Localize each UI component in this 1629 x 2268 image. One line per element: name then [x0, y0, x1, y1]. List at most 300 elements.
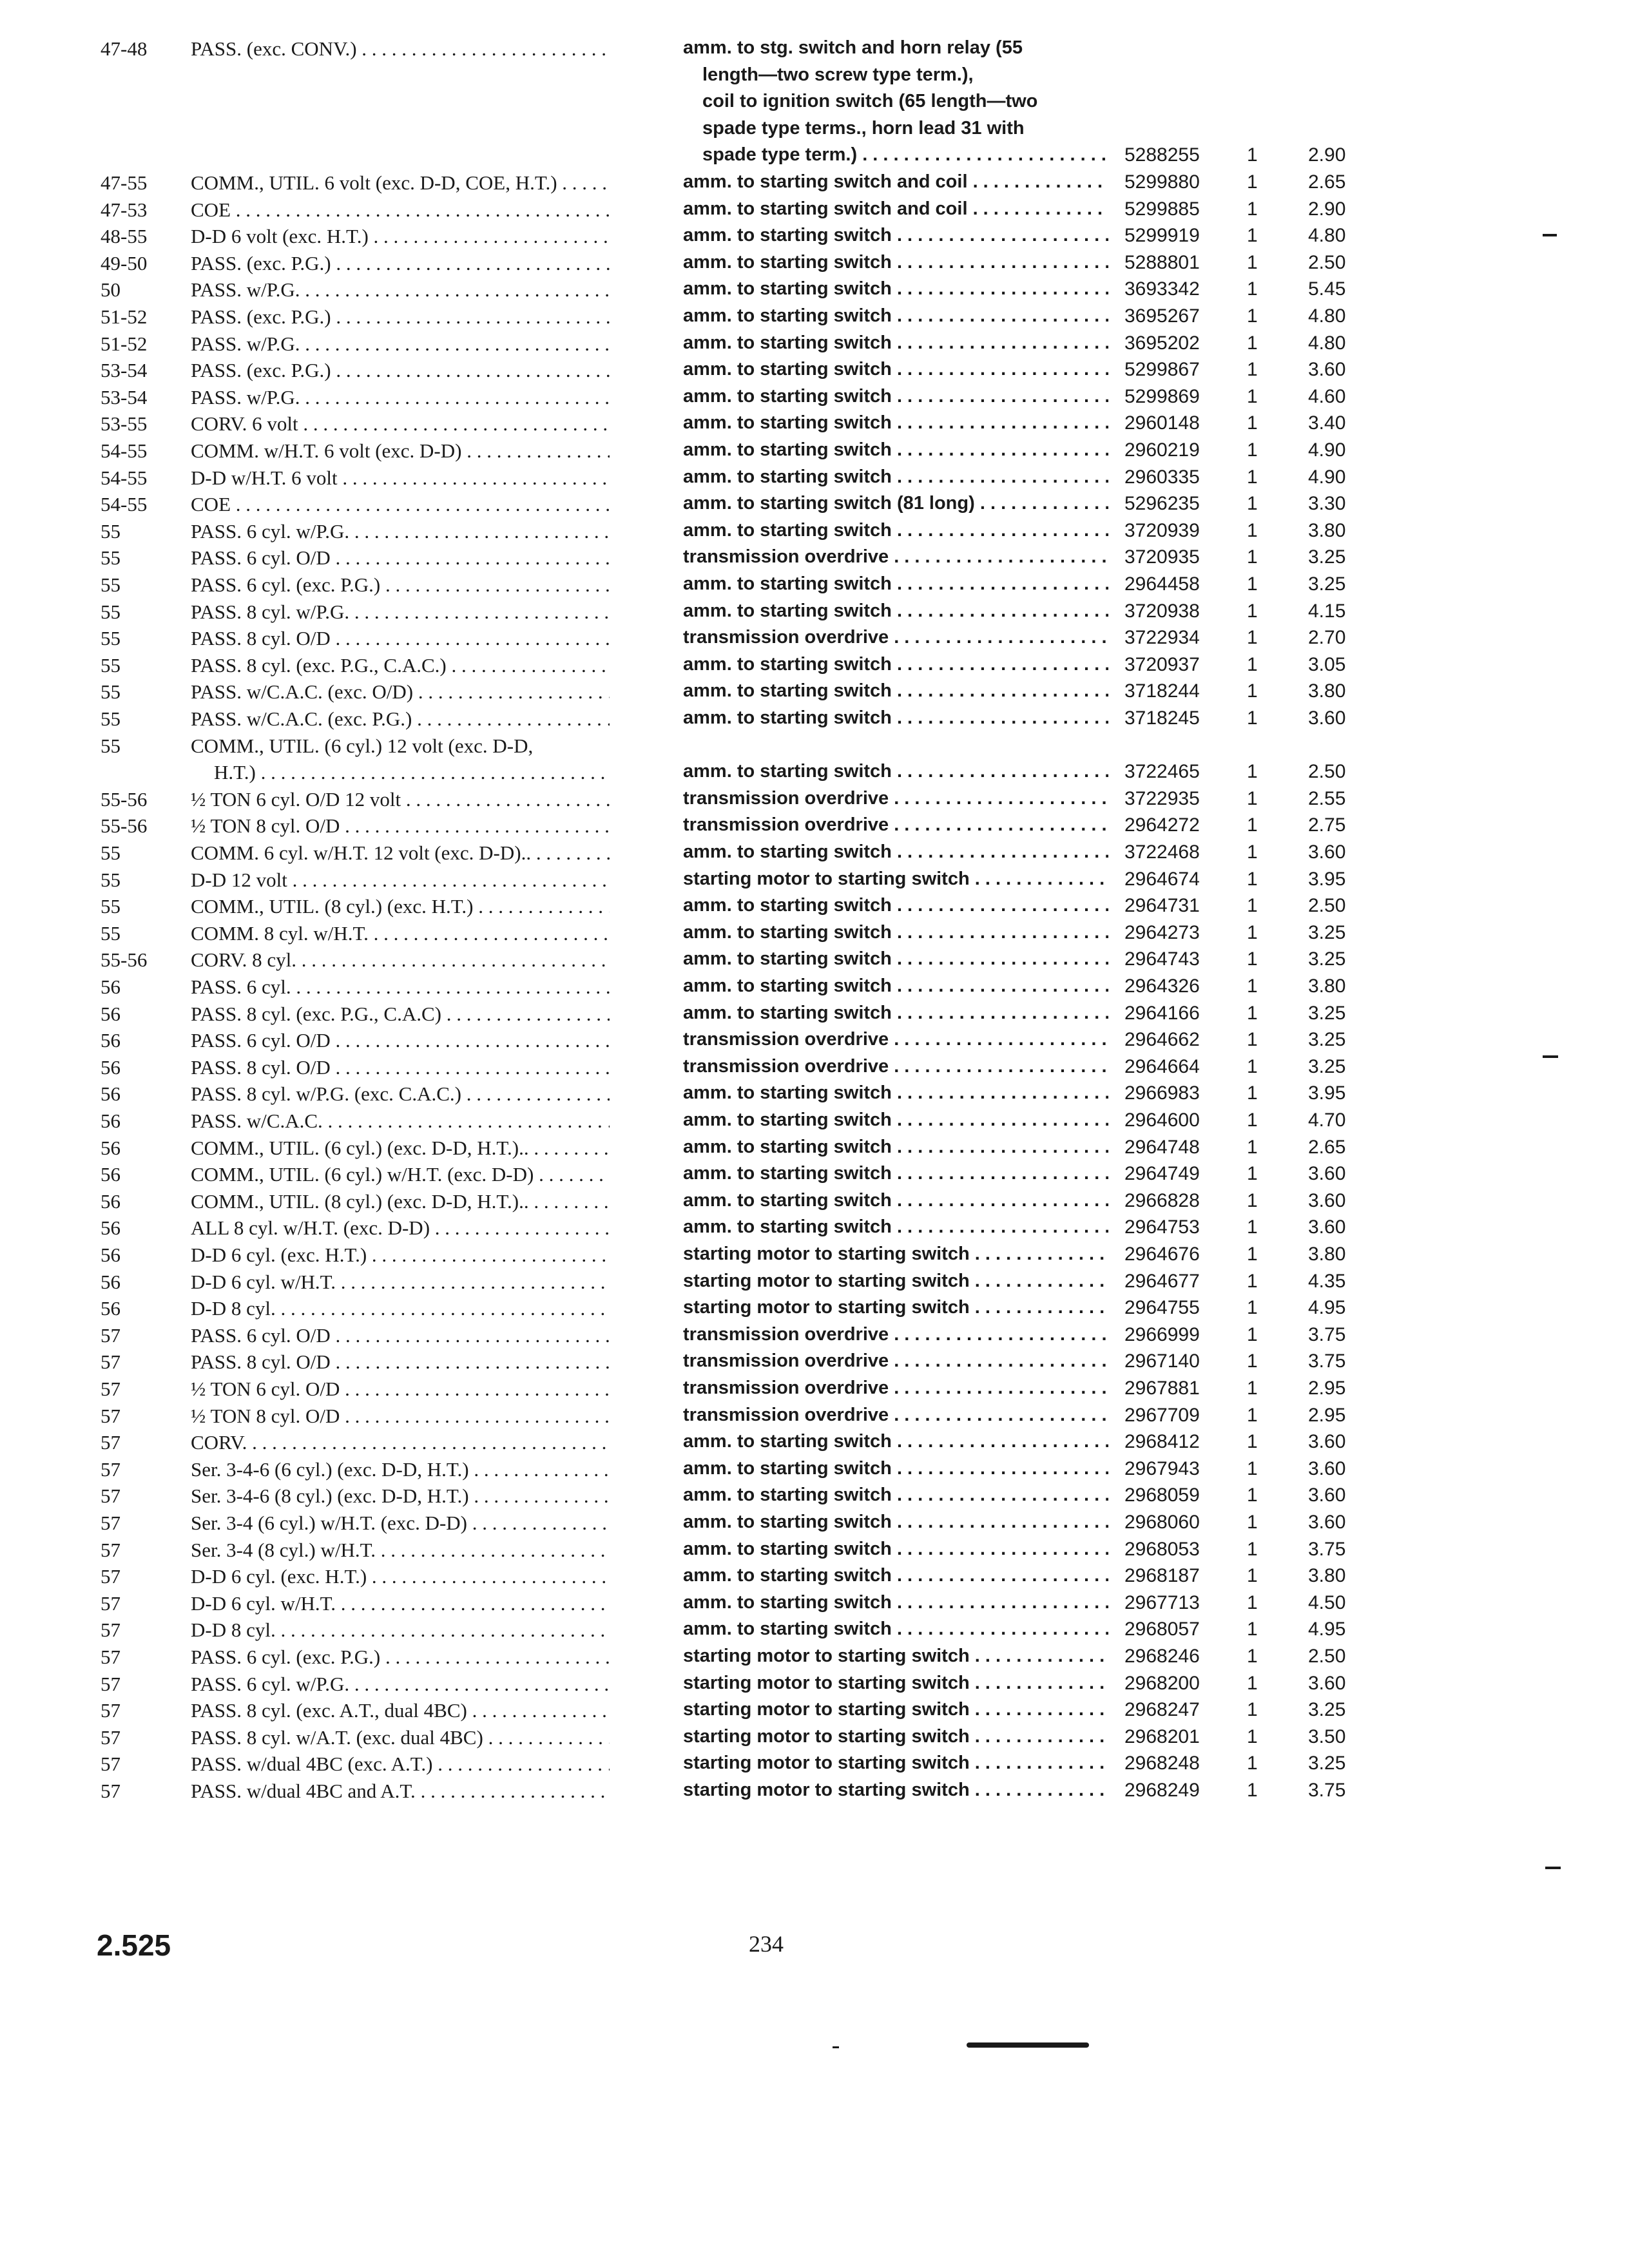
model-text: PASS. 6 cyl. w/P.G. . . . — [191, 520, 610, 543]
year-cell: 55 — [101, 546, 120, 570]
quantity: 1 — [1247, 1270, 1258, 1292]
table-row — [0, 1565, 1629, 1592]
description-text: amm. to starting switch (81 long) . . . — [683, 493, 1108, 514]
description-cell — [683, 1029, 1108, 1056]
description-text: amm. to starting switch . . . — [683, 948, 1108, 970]
description-cell — [683, 359, 1108, 386]
price: 3.80 — [1308, 1565, 1346, 1587]
quantity: 1 — [1247, 1565, 1258, 1587]
price: 3.05 — [1308, 653, 1346, 675]
part-number: 2966983 — [1124, 1082, 1200, 1104]
price: 2.65 — [1308, 171, 1346, 193]
quantity: 1 — [1247, 493, 1258, 515]
price: 3.60 — [1308, 841, 1346, 863]
description-cell — [683, 1163, 1108, 1190]
quantity: 1 — [1247, 1457, 1258, 1479]
price: 2.65 — [1308, 1136, 1346, 1158]
model-text: D-D 8 cyl. . . . — [191, 1619, 610, 1642]
model-text: Ser. 3-4 (8 cyl.) w/H.T. . . . — [191, 1539, 610, 1562]
model-cell — [191, 466, 610, 494]
model-cell — [191, 332, 610, 360]
description-text: amm. to starting switch . . . — [683, 252, 1108, 273]
year-cell: 51-52 — [101, 305, 148, 328]
part-number: 2964677 — [1124, 1270, 1200, 1292]
price: 3.60 — [1308, 359, 1346, 381]
model-cell — [191, 1163, 610, 1190]
price: 3.25 — [1308, 1753, 1346, 1774]
model-text: COMM., UTIL. (6 cyl.) 12 volt (exc. D-D, — [191, 734, 534, 757]
model-text: PASS. w/P.G. . . . — [191, 332, 610, 356]
year-cell: 54-55 — [101, 466, 148, 489]
price: 3.60 — [1308, 1189, 1346, 1211]
price: 3.75 — [1308, 1538, 1346, 1560]
model-text: D-D w/H.T. 6 volt . . . — [191, 466, 610, 490]
model-text: D-D 6 cyl. w/H.T. . . . — [191, 1592, 610, 1615]
price: 3.80 — [1308, 975, 1346, 997]
table-row — [0, 1485, 1629, 1512]
part-number: 3720935 — [1124, 546, 1200, 568]
part-number: 3720937 — [1124, 653, 1200, 675]
year-cell: 56 — [101, 1110, 120, 1132]
description-cell — [683, 1216, 1108, 1244]
quantity: 1 — [1247, 1082, 1258, 1104]
part-number: 5299867 — [1124, 359, 1200, 381]
year-cell: 56 — [101, 1002, 120, 1025]
description-text: amm. to starting switch and coil . . . — [683, 198, 1108, 220]
price: 4.90 — [1308, 466, 1346, 488]
model-text: PASS. 6 cyl. O/D . . . — [191, 1029, 610, 1052]
model-text: PASS. (exc. P.G.) . . . — [191, 305, 610, 329]
model-cell — [191, 1029, 610, 1056]
price: 3.80 — [1308, 519, 1346, 541]
description-cell — [683, 1485, 1108, 1512]
model-text: CORV. 8 cyl. . . . — [191, 948, 610, 972]
model-text: COMM., UTIL. (6 cyl.) w/H.T. (exc. D-D) . . . — [191, 1163, 610, 1186]
model-cell — [191, 252, 610, 279]
model-cell — [191, 680, 610, 707]
description-text: starting motor to starting switch . . . — [683, 1699, 1108, 1720]
quantity: 1 — [1247, 198, 1258, 220]
model-text: PASS. 8 cyl. O/D . . . — [191, 1056, 610, 1079]
description-text: starting motor to starting switch . . . — [683, 1673, 1108, 1694]
table-row — [0, 1646, 1629, 1673]
edge-mark — [1543, 1055, 1558, 1058]
price: 3.25 — [1308, 1029, 1346, 1051]
description-text: amm. to starting switch . . . — [683, 1458, 1108, 1479]
year-cell: 57 — [101, 1753, 120, 1776]
table-row — [0, 386, 1629, 413]
model-cell — [191, 171, 610, 198]
model-cell — [191, 1082, 610, 1110]
model-cell — [191, 627, 610, 654]
table-row — [0, 1726, 1629, 1753]
table-row — [0, 869, 1629, 896]
description-text: amm. to starting switch . . . — [683, 1512, 1108, 1533]
quantity: 1 — [1247, 1350, 1258, 1372]
price: 4.50 — [1308, 1591, 1346, 1613]
description-text: coil to ignition switch (65 length—two — [702, 91, 1038, 112]
part-number: 2964743 — [1124, 948, 1200, 970]
price: 4.80 — [1308, 305, 1346, 327]
quantity: 1 — [1247, 841, 1258, 863]
price: 2.50 — [1308, 761, 1346, 783]
model-text: PASS. w/dual 4BC (exc. A.T.) . . . — [191, 1753, 610, 1776]
scan-smudge — [967, 2042, 1089, 2048]
description-text: amm. to starting switch . . . — [683, 412, 1108, 434]
description-cell — [683, 1673, 1108, 1700]
description-text: amm. to starting switch . . . — [683, 1110, 1108, 1131]
description-text: amm. to starting switch . . . — [683, 841, 1108, 863]
table-row — [0, 922, 1629, 949]
price: 3.60 — [1308, 1672, 1346, 1694]
model-cell — [191, 1699, 610, 1726]
description-cell — [683, 1431, 1108, 1458]
model-cell — [191, 1592, 610, 1619]
model-text: COMM. w/H.T. 6 volt (exc. D-D) . . . — [191, 439, 610, 463]
year-cell: 57 — [101, 1619, 120, 1642]
model-cell — [191, 198, 610, 226]
price: 4.80 — [1308, 225, 1346, 247]
model-text: PASS. w/C.A.C. (exc. P.G.) . . . — [191, 707, 610, 731]
description-cell — [683, 1512, 1108, 1539]
description-text: starting motor to starting switch . . . — [683, 1297, 1108, 1318]
description-text: starting motor to starting switch . . . — [683, 1244, 1108, 1265]
table-row — [0, 1163, 1629, 1190]
model-text: COMM. 8 cyl. w/H.T. . . . — [191, 922, 610, 945]
part-number: 3722465 — [1124, 761, 1200, 783]
price: 3.25 — [1308, 1002, 1346, 1024]
part-number: 3693342 — [1124, 278, 1200, 300]
model-text: Ser. 3-4-6 (8 cyl.) (exc. D-D, H.T.) . . . — [191, 1485, 610, 1508]
description-cell — [683, 305, 1108, 332]
description-text: amm. to starting switch . . . — [683, 466, 1108, 488]
part-number: 2964664 — [1124, 1055, 1200, 1077]
description-cell — [683, 1458, 1108, 1485]
description-cell — [683, 788, 1108, 815]
table-row — [0, 1619, 1629, 1646]
quantity: 1 — [1247, 1297, 1258, 1319]
part-number: 3695267 — [1124, 305, 1200, 327]
price: 3.60 — [1308, 1512, 1346, 1533]
model-text: COE . . . — [191, 198, 610, 222]
year-cell: 55 — [101, 921, 120, 945]
description-text: amm. to starting switch . . . — [683, 601, 1108, 622]
quantity: 1 — [1247, 1189, 1258, 1211]
model-cell — [191, 1244, 610, 1271]
year-cell: 47-53 — [101, 198, 148, 221]
description-cell — [683, 252, 1108, 279]
model-cell — [191, 975, 610, 1003]
table-row — [0, 198, 1629, 226]
year-cell: 50 — [101, 278, 120, 302]
table-row — [0, 573, 1629, 601]
price: 3.25 — [1308, 546, 1346, 568]
year-cell: 54-55 — [101, 439, 148, 462]
description-text: amm. to starting switch . . . — [683, 520, 1108, 541]
year-cell: 49-50 — [101, 251, 148, 274]
year-cell: 55-56 — [101, 787, 148, 811]
price: 2.50 — [1308, 251, 1346, 273]
description-cell — [683, 1350, 1108, 1378]
quantity: 1 — [1247, 787, 1258, 809]
description-text: amm. to starting switch . . . — [683, 278, 1108, 300]
price: 4.70 — [1308, 1110, 1346, 1131]
model-cell — [191, 225, 610, 252]
description-text: amm. to starting switch . . . — [683, 332, 1108, 354]
year-cell: 57 — [101, 1538, 120, 1561]
year-cell: 56 — [101, 1029, 120, 1052]
quantity: 1 — [1247, 305, 1258, 327]
description-cell — [683, 1699, 1108, 1726]
description-cell — [683, 869, 1108, 896]
quantity: 1 — [1247, 1431, 1258, 1453]
quantity: 1 — [1247, 1619, 1258, 1640]
description-text: starting motor to starting switch . . . — [683, 1726, 1108, 1747]
year-cell: 56 — [101, 1055, 120, 1079]
model-cell — [191, 546, 610, 573]
price: 3.40 — [1308, 412, 1346, 434]
quantity: 1 — [1247, 1646, 1258, 1667]
model-text: COMM., UTIL. (8 cyl.) (exc. H.T.) . . . — [191, 895, 610, 918]
description-text: spade type terms., horn lead 31 with — [702, 117, 1025, 139]
part-number: 5299869 — [1124, 385, 1200, 407]
part-number: 5299919 — [1124, 225, 1200, 247]
year-cell: 55 — [101, 573, 120, 596]
year-cell: 57 — [101, 1323, 120, 1347]
model-cell — [191, 1297, 610, 1324]
part-number: 5288255 — [1124, 144, 1200, 166]
model-text: PASS. w/C.A.C. (exc. O/D) . . . — [191, 680, 610, 704]
model-cell — [191, 520, 610, 547]
description-text: amm. to starting switch . . . — [683, 359, 1108, 380]
table-row — [0, 332, 1629, 360]
part-number: 2964748 — [1124, 1136, 1200, 1158]
description-text: transmission overdrive . . . — [683, 1378, 1108, 1399]
table-row — [0, 1539, 1629, 1566]
description-cell — [683, 814, 1108, 841]
model-text: D-D 12 volt . . . — [191, 869, 610, 892]
price: 3.75 — [1308, 1780, 1346, 1801]
table-row — [0, 654, 1629, 681]
table-row — [0, 627, 1629, 654]
page-number: 234 — [749, 1931, 784, 1957]
year-cell: 51-52 — [101, 332, 148, 355]
quantity: 1 — [1247, 1110, 1258, 1131]
part-number: 2967881 — [1124, 1378, 1200, 1399]
description-cell — [683, 573, 1108, 601]
price: 4.90 — [1308, 439, 1346, 461]
year-cell: 55 — [101, 895, 120, 918]
model-text: PASS. 8 cyl. w/P.G. . . . — [191, 601, 610, 624]
part-number: 2964749 — [1124, 1163, 1200, 1185]
model-text: PASS. 8 cyl. (exc. P.G., C.A.C) . . . — [191, 1003, 610, 1026]
part-number: 2967943 — [1124, 1457, 1200, 1479]
description-text: transmission overdrive . . . — [683, 1350, 1108, 1372]
year-cell: 56 — [101, 1189, 120, 1213]
table-row — [0, 252, 1629, 279]
price: 2.55 — [1308, 787, 1346, 809]
part-number: 2964731 — [1124, 895, 1200, 917]
quantity: 1 — [1247, 895, 1258, 917]
year-cell: 57 — [101, 1591, 120, 1615]
description-cell — [683, 680, 1108, 707]
year-cell: 55 — [101, 734, 120, 757]
model-cell — [191, 573, 610, 601]
model-cell — [191, 305, 610, 332]
description-text: amm. to starting switch . . . — [683, 922, 1108, 943]
quantity: 1 — [1247, 412, 1258, 434]
part-number: 2964674 — [1124, 868, 1200, 890]
description-text: amm. to starting switch . . . — [683, 1082, 1108, 1104]
model-cell — [191, 869, 610, 896]
table-row — [0, 975, 1629, 1003]
table-row — [0, 305, 1629, 332]
model-text: H.T.) . . . — [214, 761, 610, 784]
price: 2.95 — [1308, 1378, 1346, 1399]
description-text: starting motor to starting switch . . . — [683, 1271, 1108, 1292]
part-number: 2964166 — [1124, 1002, 1200, 1024]
description-text: amm. to starting switch . . . — [683, 1137, 1108, 1158]
price: 3.60 — [1308, 1216, 1346, 1238]
model-text: D-D 6 volt (exc. H.T.) . . . — [191, 225, 610, 248]
model-text: PASS. 6 cyl. (exc. P.G.) . . . — [191, 573, 610, 597]
description-text: spade type term.) . . . — [702, 144, 1108, 166]
model-cell — [191, 1271, 610, 1298]
year-cell: 55 — [101, 653, 120, 677]
model-cell — [191, 1753, 610, 1780]
year-cell: 56 — [101, 1270, 120, 1293]
description-text: amm. to starting switch . . . — [683, 654, 1108, 675]
description-text: amm. to starting switch . . . — [683, 1431, 1108, 1452]
price: 4.95 — [1308, 1297, 1346, 1319]
description-cell — [683, 975, 1108, 1003]
model-cell — [191, 1512, 610, 1539]
description-cell — [683, 1592, 1108, 1619]
table-row — [0, 601, 1629, 628]
price: 4.15 — [1308, 600, 1346, 622]
price: 3.50 — [1308, 1725, 1346, 1747]
price: 3.75 — [1308, 1323, 1346, 1345]
model-cell — [191, 707, 610, 735]
table-row — [0, 520, 1629, 547]
year-cell: 48-55 — [101, 225, 148, 248]
quantity: 1 — [1247, 359, 1258, 381]
price: 3.95 — [1308, 868, 1346, 890]
edge-mark — [1545, 1867, 1561, 1869]
description-cell — [683, 1297, 1108, 1324]
description-text: amm. to starting switch . . . — [683, 1163, 1108, 1184]
model-text: PASS. 6 cyl. O/D . . . — [191, 546, 610, 570]
year-cell: 56 — [101, 1244, 120, 1266]
price: 2.90 — [1308, 144, 1346, 166]
model-text: CORV. . . . — [191, 1431, 610, 1454]
model-text: COMM. 6 cyl. w/H.T. 12 volt (exc. D-D).. . . . — [191, 841, 610, 865]
description-cell — [683, 1378, 1108, 1405]
price: 3.25 — [1308, 948, 1346, 970]
price: 4.60 — [1308, 385, 1346, 407]
description-cell — [683, 1137, 1108, 1164]
description-cell — [683, 1003, 1108, 1030]
description-cell — [683, 412, 1108, 439]
model-text: PASS. 8 cyl. O/D . . . — [191, 1350, 610, 1374]
description-text: transmission overdrive . . . — [683, 1056, 1108, 1077]
model-text: PASS. w/dual 4BC and A.T. . . . — [191, 1780, 610, 1803]
description-cell — [683, 627, 1108, 654]
table-row — [0, 1458, 1629, 1485]
description-cell — [683, 1619, 1108, 1646]
description-cell — [683, 1646, 1108, 1673]
description-cell — [683, 278, 1108, 305]
table-row — [0, 1673, 1629, 1700]
quantity: 1 — [1247, 1323, 1258, 1345]
model-cell — [191, 1646, 610, 1673]
table-row — [0, 1324, 1629, 1351]
part-number: 2964600 — [1124, 1110, 1200, 1131]
part-number: 5296235 — [1124, 493, 1200, 515]
table-row — [0, 735, 1629, 788]
model-text: COMM., UTIL. (6 cyl.) (exc. D-D, H.T.).. . . . — [191, 1137, 610, 1160]
description-cell — [683, 1056, 1108, 1083]
description-text: amm. to starting switch . . . — [683, 1003, 1108, 1024]
description-text: amm. to starting switch . . . — [683, 1539, 1108, 1560]
description-cell — [683, 948, 1108, 975]
model-text: D-D 6 cyl. w/H.T. . . . — [191, 1271, 610, 1294]
year-cell: 55 — [101, 868, 120, 891]
year-cell: 55 — [101, 707, 120, 730]
year-cell: 57 — [101, 1378, 120, 1400]
quantity: 1 — [1247, 1780, 1258, 1801]
description-text: starting motor to starting switch . . . — [683, 1753, 1108, 1774]
description-text: amm. to starting switch . . . — [683, 1565, 1108, 1586]
quantity: 1 — [1247, 600, 1258, 622]
year-cell: 57 — [101, 1350, 120, 1374]
part-number: 2966999 — [1124, 1323, 1200, 1345]
model-text: PASS. 8 cyl. (exc. A.T., dual 4BC) . . . — [191, 1699, 610, 1722]
part-number: 2968060 — [1124, 1512, 1200, 1533]
table-row — [0, 1110, 1629, 1137]
price: 2.95 — [1308, 1404, 1346, 1426]
table-row — [0, 1699, 1629, 1726]
description-cell — [683, 1405, 1108, 1432]
part-number: 2968200 — [1124, 1672, 1200, 1694]
description-text: starting motor to starting switch . . . — [683, 869, 1108, 890]
price: 3.60 — [1308, 1163, 1346, 1185]
description-text: amm. to starting switch . . . — [683, 225, 1108, 246]
part-number: 5288801 — [1124, 251, 1200, 273]
description-text: transmission overdrive . . . — [683, 1324, 1108, 1345]
year-cell: 57 — [101, 1485, 120, 1508]
year-cell: 55 — [101, 519, 120, 543]
description-cell — [683, 198, 1108, 226]
year-cell: 57 — [101, 1512, 120, 1534]
quantity: 1 — [1247, 171, 1258, 193]
part-number: 2968201 — [1124, 1725, 1200, 1747]
description-cell — [683, 332, 1108, 360]
model-text: ½ TON 6 cyl. O/D 12 volt . . . — [191, 788, 610, 811]
table-row — [0, 1029, 1629, 1056]
model-cell — [191, 895, 610, 922]
quantity: 1 — [1247, 1699, 1258, 1721]
quantity: 1 — [1247, 653, 1258, 675]
description-text: transmission overdrive . . . — [683, 546, 1108, 568]
quantity: 1 — [1247, 278, 1258, 300]
description-cell — [683, 1324, 1108, 1351]
description-text: amm. to starting switch . . . — [683, 761, 1108, 782]
description-text: amm. to starting switch and coil . . . — [683, 171, 1108, 193]
part-number: 2968249 — [1124, 1780, 1200, 1801]
table-row — [0, 493, 1629, 520]
year-cell: 55 — [101, 600, 120, 623]
